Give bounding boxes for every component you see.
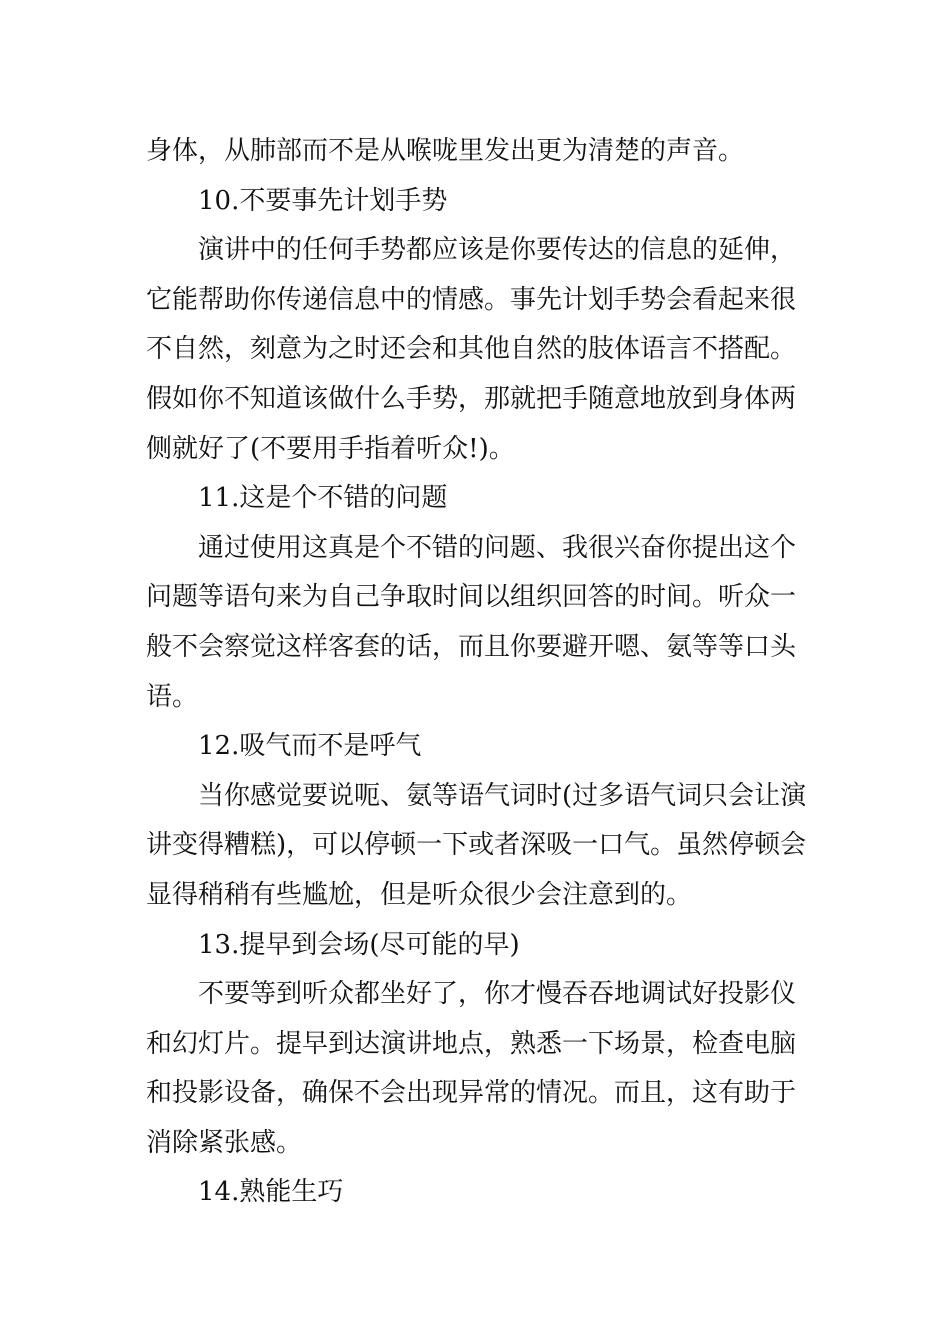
paragraph-line: 和投影设备，确保不会出现异常的情况。而且，这有助于	[146, 1078, 797, 1109]
section-heading-10: 10.不要事先计划手势	[198, 185, 448, 216]
document-body	[146, 127, 808, 1218]
paragraph-line: 问题等语句来为自己争取时间以组织回答的时间。听众一	[146, 582, 797, 613]
paragraph-line: 不自然，刻意为之时还会和其他自然的肢体语言不搭配。	[146, 334, 797, 365]
paragraph-line: 演讲中的任何手势都应该是你要传达的信息的延伸，	[198, 235, 797, 266]
section-heading-12: 12.吸气而不是呼气	[198, 731, 422, 762]
paragraph-line: 显得稍稍有些尴尬，但是听众很少会注意到的。	[146, 879, 693, 910]
paragraph-line: 侧就好了(不要用手指着听众!)。	[146, 433, 515, 464]
section-heading-11: 11.这是个不错的问题	[198, 483, 448, 514]
paragraph-line: 通过使用这真是个不错的问题、我很兴奋你提出这个	[198, 532, 797, 563]
paragraph-line: 语。	[146, 681, 199, 712]
section-heading-14: 14.熟能生巧	[198, 1177, 344, 1208]
paragraph-line: 不要等到听众都坐好了，你才慢吞吞地调试好投影仪	[198, 979, 797, 1010]
paragraph-line: 当你感觉要说呃、氨等语气词时(过多语气词只会让演	[198, 780, 807, 811]
paragraph-line: 消除紧张感。	[146, 1127, 303, 1158]
paragraph-line: 假如你不知道该做什么手势，那就把手随意地放到身体两	[146, 383, 797, 414]
paragraph-continuation-line: 身体，从肺部而不是从喉咙里发出更为清楚的声音。	[146, 136, 745, 166]
paragraph-line: 它能帮助你传递信息中的情感。事先计划手势会看起来很	[146, 284, 797, 315]
section-heading-13: 13.提早到会场(尽可能的早)	[198, 929, 520, 960]
paragraph-line: 和幻灯片。提早到达演讲地点，熟悉一下场景，检查电脑	[146, 1028, 797, 1059]
paragraph-line: 讲变得糟糕)，可以停顿一下或者深吸一口气。虽然停顿会	[146, 830, 807, 861]
paragraph-line: 般不会察觉这样客套的话，而且你要避开嗯、氨等等口头	[146, 631, 797, 662]
